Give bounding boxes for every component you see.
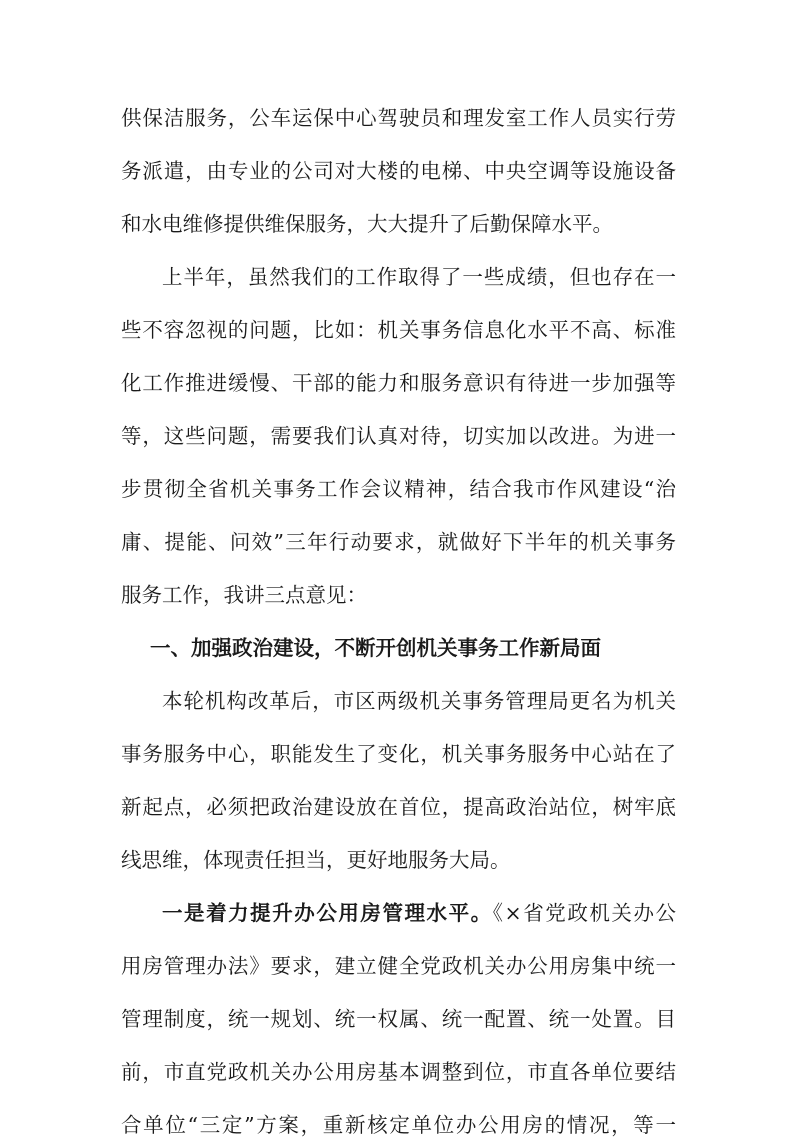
section-heading: 一、加强政治建设，不断开创机关事务工作新局面	[150, 636, 601, 660]
paragraph-line	[162, 898, 676, 928]
paragraph-line: 化工作推进缓慢、干部的能力和服务意识有待进一步加强等	[121, 371, 676, 395]
lead-phrase: 一是着力提升办公用房管理水平。	[162, 901, 493, 925]
paragraph-line: 线思维，体现责任担当，更好地服务大局。	[121, 848, 511, 872]
paragraph-line: 庸、提能、问效”三年行动要求，就做好下半年的机关事务	[121, 530, 676, 554]
paragraph-line: 等，这些问题，需要我们认真对待，切实加以改进。为进一	[121, 424, 676, 448]
paragraph-line: 本轮机构改革后，市区两级机关事务管理局更名为机关	[162, 689, 676, 713]
paragraph-line: 前，市直党政机关办公用房基本调整到位，市直各单位要结	[121, 1060, 676, 1084]
paragraph-line: 步贯彻全省机关事务工作会议精神，结合我市作风建设“治	[121, 477, 676, 501]
paragraph-line: 服务工作，我讲三点意见：	[121, 583, 367, 607]
paragraph-line: 上半年，虽然我们的工作取得了一些成绩，但也存在一	[162, 265, 676, 289]
paragraph-line: 用房管理办法》要求，建立健全党政机关办公用房集中统一	[121, 954, 676, 978]
paragraph-line: 务派遣，由专业的公司对大楼的电梯、中央空调等设施设备	[121, 159, 676, 183]
paragraph-line: 些不容忽视的问题，比如：机关事务信息化水平不高、标准	[121, 318, 676, 342]
paragraph-line: 事务服务中心，职能发生了变化，机关事务服务中心站在了	[121, 742, 676, 766]
paragraph-line: 合单位“三定”方案，重新核定单位办公用房的情况，等一	[121, 1113, 676, 1137]
paragraph-line: 供保洁服务，公车运保中心驾驶员和理发室工作人员实行劳	[121, 106, 676, 130]
paragraph-text: 《×省党政机关办公	[492, 901, 676, 925]
paragraph-line: 和水电维修提供维保服务，大大提升了后勤保障水平。	[121, 212, 613, 236]
paragraph-line: 新起点，必须把政治建设放在首位，提高政治站位，树牢底	[121, 795, 676, 819]
paragraph-line: 管理制度，统一规划、统一权属、统一配置、统一处置。目	[121, 1007, 676, 1031]
